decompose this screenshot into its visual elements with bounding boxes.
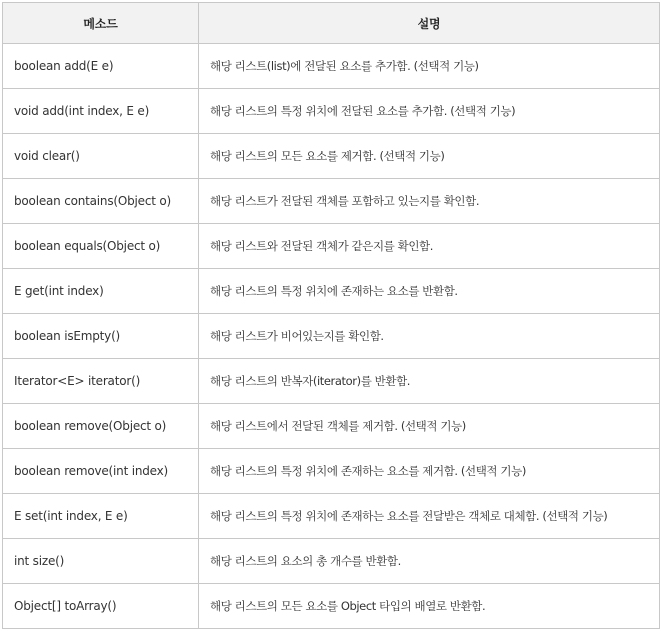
header-row [3,3,660,44]
table-row [3,539,660,584]
method-cell: boolean remove(int index) [3,449,199,494]
description-cell: 해당 리스트의 특정 위치에 존재하는 요소를 전달받은 객체로 대체함. (선택적 기능) [199,494,660,539]
description-cell: 해당 리스트의 요소의 총 개수를 반환함. [199,539,660,584]
description-cell: 해당 리스트에서 전달된 객체를 제거함. (선택적 기능) [199,404,660,449]
table-row [3,134,660,179]
table-row [3,314,660,359]
method-cell: E set(int index, E e) [3,494,199,539]
table-row [3,179,660,224]
description-cell: 해당 리스트의 모든 요소를 제거함. (선택적 기능) [199,134,660,179]
description-cell: 해당 리스트가 비어있는지를 확인함. [199,314,660,359]
description-cell: 해당 리스트의 특정 위치에 존재하는 요소를 제거함. (선택적 기능) [199,449,660,494]
table-row [3,404,660,449]
description-cell: 해당 리스트의 모든 요소를 Object 타입의 배열로 반환함. [199,584,660,629]
method-table [2,2,660,629]
method-cell: void clear() [3,134,199,179]
description-cell: 해당 리스트(list)에 전달된 요소를 추가함. (선택적 기능) [199,44,660,89]
method-cell: Iterator<E> iterator() [3,359,199,404]
description-cell: 해당 리스트의 특정 위치에 전달된 요소를 추가함. (선택적 기능) [199,89,660,134]
table-row [3,44,660,89]
description-cell: 해당 리스트가 전달된 객체를 포함하고 있는지를 확인함. [199,179,660,224]
table-row [3,449,660,494]
table-row [3,359,660,404]
description-cell: 해당 리스트의 반복자(iterator)를 반환함. [199,359,660,404]
table-row [3,224,660,269]
table-row [3,494,660,539]
method-cell: E get(int index) [3,269,199,314]
table-row [3,269,660,314]
method-cell: boolean equals(Object o) [3,224,199,269]
header-description: 설명 [199,3,660,44]
method-cell: boolean contains(Object o) [3,179,199,224]
method-cell: Object[] toArray() [3,584,199,629]
description-cell: 해당 리스트의 특정 위치에 존재하는 요소를 반환함. [199,269,660,314]
method-cell: boolean isEmpty() [3,314,199,359]
method-cell: void add(int index, E e) [3,89,199,134]
method-cell: boolean remove(Object o) [3,404,199,449]
table-header [3,3,660,44]
table-row [3,89,660,134]
header-method: 메소드 [3,3,199,44]
method-cell: int size() [3,539,199,584]
description-cell: 해당 리스트와 전달된 객체가 같은지를 확인함. [199,224,660,269]
method-cell: boolean add(E e) [3,44,199,89]
table-row [3,584,660,629]
table-body [3,44,660,629]
